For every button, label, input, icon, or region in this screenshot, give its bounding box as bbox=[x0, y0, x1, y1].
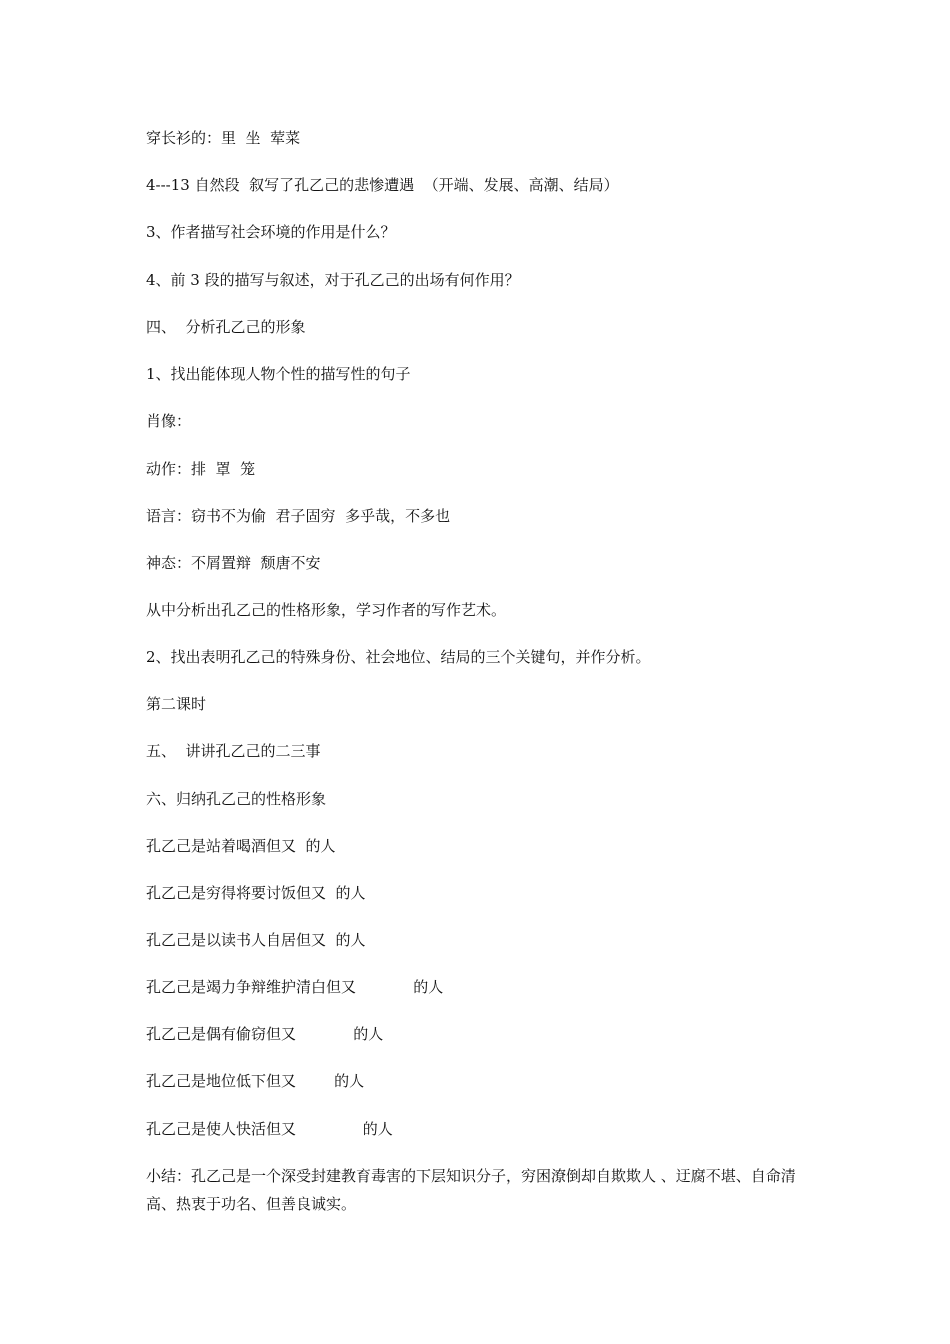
text-line: 4---13 自然段 叙写了孔乙己的悲惨遭遇 （开端、发展、高潮、结局） bbox=[146, 176, 619, 194]
text-line: 动作：排 罩 笼 bbox=[146, 460, 256, 478]
lesson-heading: 第二课时 bbox=[146, 695, 207, 713]
fill-blank-line: 孔乙己是站着喝酒但又 的人 bbox=[146, 837, 336, 855]
summary-paragraph: 小结：孔乙己是一个深受封建教育毒害的下层知识分子，穷困潦倒却自欺欺人 、迂腐不堪、自命清高、热衷于功名、但善良诚实。 bbox=[146, 1167, 796, 1213]
fill-blank-line: 孔乙己是偶有偷窃但又 的人 bbox=[146, 1025, 384, 1043]
section-heading: 六、归纳孔乙己的性格形象 bbox=[146, 790, 327, 808]
question-line: 3、作者描写社会环境的作用是什么？ bbox=[146, 223, 396, 241]
text-line: 1、找出能体现人物个性的描写性的句子 bbox=[146, 365, 411, 383]
fill-blank-line: 孔乙己是使人快活但又 的人 bbox=[146, 1120, 393, 1138]
section-heading: 五、 讲讲孔乙己的二三事 bbox=[146, 742, 321, 760]
fill-blank-line: 孔乙己是穷得将要讨饭但又 的人 bbox=[146, 884, 366, 902]
fill-blank-line: 孔乙己是以读书人自居但又 的人 bbox=[146, 931, 366, 949]
fill-blank-line: 孔乙己是竭力争辩维护清白但又 的人 bbox=[146, 978, 444, 996]
section-heading: 四、 分析孔乙己的形象 bbox=[146, 318, 306, 336]
question-line: 4、前 3 段的描写与叙述，对于孔乙己的出场有何作用？ bbox=[146, 271, 520, 289]
text-line: 穿长衫的：里 坐 荤菜 bbox=[146, 129, 301, 147]
fill-blank-line: 孔乙己是地位低下但又 的人 bbox=[146, 1072, 365, 1090]
text-line: 肖像： bbox=[146, 412, 192, 430]
text-line: 从中分析出孔乙己的性格形象，学习作者的写作艺术。 bbox=[146, 601, 507, 619]
text-line: 神态：不屑置辩 颓唐不安 bbox=[146, 554, 321, 572]
text-line: 2、找出表明孔乙己的特殊身份、社会地位、结局的三个关键句，并作分析。 bbox=[146, 648, 651, 666]
text-line: 语言：窃书不为偷 君子固穷 多乎哉，不多也 bbox=[146, 507, 451, 525]
